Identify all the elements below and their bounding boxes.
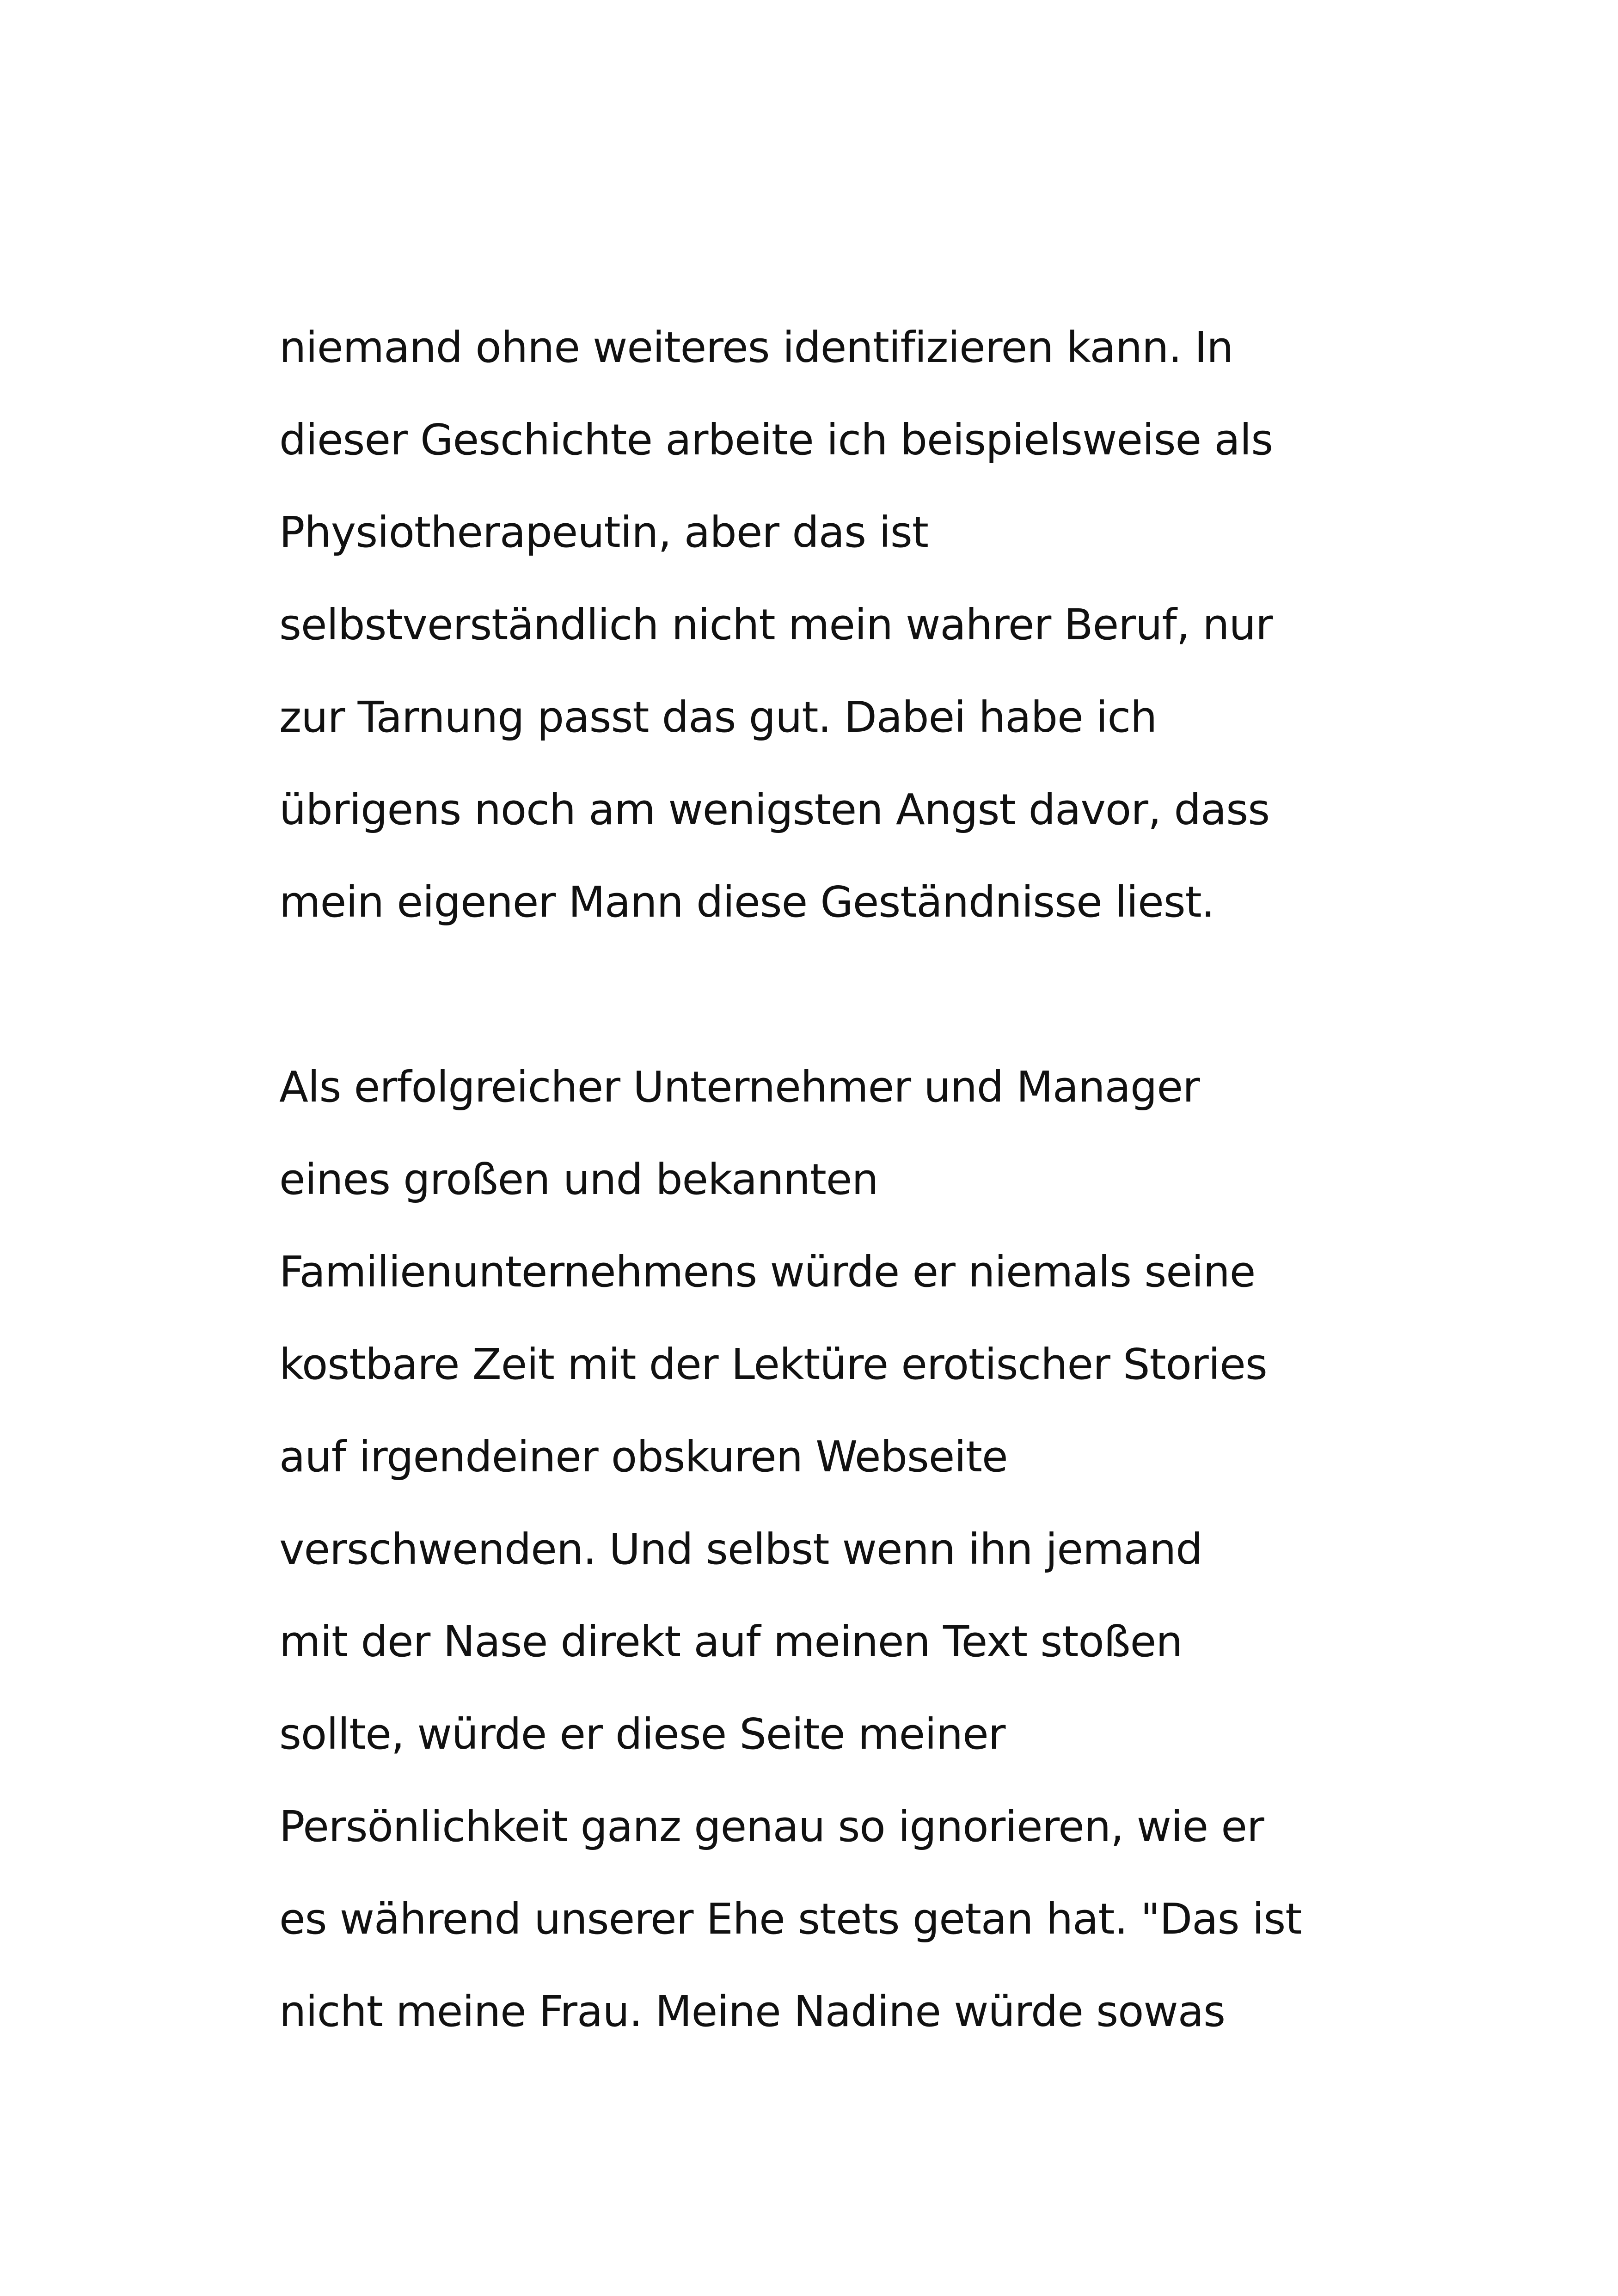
text-line: nicht meine Frau. Meine Nadine würde sowas xyxy=(279,1987,1226,2036)
text-line: mit der Nase direkt auf meinen Text stoßen xyxy=(279,1617,1183,1666)
text-line: selbstverständlich nicht mein wahrer Beruf, nur xyxy=(279,600,1273,649)
text-line: es während unserer Ehe stets getan hat. "Das ist xyxy=(279,1894,1302,1944)
text-line: übrigens noch am wenigsten Angst davor, dass xyxy=(279,785,1270,834)
text-line: kostbare Zeit mit der Lektüre erotischer Stories xyxy=(279,1340,1267,1389)
text-line: verschwenden. Und selbst wenn ihn jemand xyxy=(279,1525,1202,1574)
text-line: mein eigener Mann diese Geständnisse liest. xyxy=(279,877,1214,927)
paragraph xyxy=(279,301,1398,949)
text-line: eines großen und bekannten xyxy=(279,1155,878,1204)
text-line: zur Tarnung passt das gut. Dabei habe ich xyxy=(279,692,1157,742)
text-line: Familienunternehmens würde er niemals seine xyxy=(279,1247,1256,1297)
text-line: dieser Geschichte arbeite ich beispielsweise als xyxy=(279,415,1273,465)
text-line: Persönlichkeit ganz genau so ignorieren, wie er xyxy=(279,1802,1264,1851)
text-line: Als erfolgreicher Unternehmer und Manager xyxy=(279,1062,1200,1112)
text-line: Physiotherapeutin, aber das ist xyxy=(279,508,928,557)
text-line: sollte, würde er diese Seite meiner xyxy=(279,1709,1005,1759)
paragraph xyxy=(279,1041,1398,2058)
text-line: niemand ohne weiteres identifizieren kann. In xyxy=(279,323,1233,372)
text-line: auf irgendeiner obskuren Webseite xyxy=(279,1432,1008,1482)
